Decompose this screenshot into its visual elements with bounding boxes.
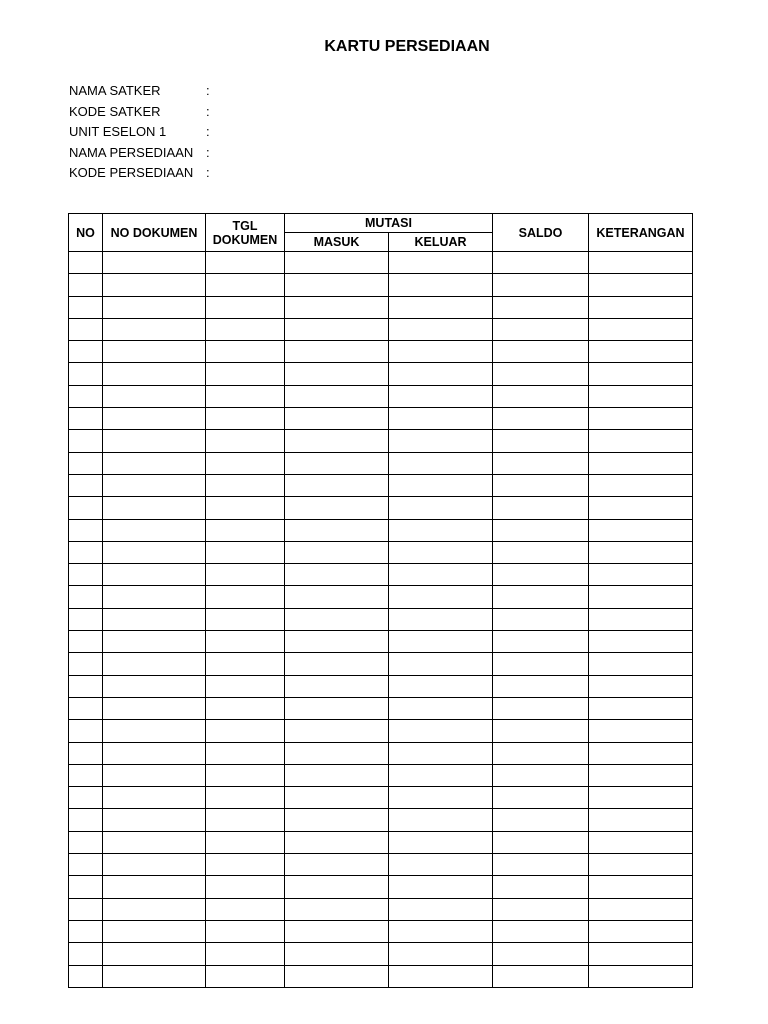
cell-no bbox=[69, 854, 103, 876]
cell-masuk bbox=[285, 720, 389, 742]
table-row bbox=[69, 764, 693, 786]
cell-no bbox=[69, 474, 103, 496]
cell-no bbox=[69, 920, 103, 942]
table-row bbox=[69, 787, 693, 809]
cell-tgl-dokumen bbox=[206, 965, 285, 987]
cell-saldo bbox=[493, 742, 589, 764]
cell-no-dokumen bbox=[103, 252, 206, 274]
cell-masuk bbox=[285, 296, 389, 318]
cell-masuk bbox=[285, 965, 389, 987]
cell-no-dokumen bbox=[103, 564, 206, 586]
table-row bbox=[69, 430, 693, 452]
cell-keluar bbox=[389, 787, 493, 809]
cell-tgl-dokumen bbox=[206, 742, 285, 764]
cell-keluar bbox=[389, 831, 493, 853]
cell-no-dokumen bbox=[103, 385, 206, 407]
cell-saldo bbox=[493, 943, 589, 965]
cell-no bbox=[69, 318, 103, 340]
cell-tgl-dokumen bbox=[206, 497, 285, 519]
cell-no bbox=[69, 653, 103, 675]
cell-saldo bbox=[493, 430, 589, 452]
cell-saldo bbox=[493, 296, 589, 318]
header-tgl-line1: TGL bbox=[232, 218, 258, 233]
cell-masuk bbox=[285, 252, 389, 274]
cell-keterangan bbox=[589, 697, 693, 719]
cell-keluar bbox=[389, 608, 493, 630]
cell-keluar bbox=[389, 430, 493, 452]
cell-saldo bbox=[493, 920, 589, 942]
cell-keluar bbox=[389, 965, 493, 987]
cell-tgl-dokumen bbox=[206, 363, 285, 385]
field-colon: : bbox=[206, 83, 210, 98]
cell-masuk bbox=[285, 920, 389, 942]
cell-no bbox=[69, 764, 103, 786]
cell-no bbox=[69, 965, 103, 987]
cell-no-dokumen bbox=[103, 363, 206, 385]
cell-keterangan bbox=[589, 541, 693, 563]
table-row bbox=[69, 474, 693, 496]
cell-masuk bbox=[285, 809, 389, 831]
cell-saldo bbox=[493, 675, 589, 697]
cell-masuk bbox=[285, 675, 389, 697]
cell-saldo bbox=[493, 809, 589, 831]
cell-tgl-dokumen bbox=[206, 697, 285, 719]
cell-keluar bbox=[389, 876, 493, 898]
cell-keluar bbox=[389, 363, 493, 385]
cell-no bbox=[69, 430, 103, 452]
cell-masuk bbox=[285, 474, 389, 496]
cell-tgl-dokumen bbox=[206, 252, 285, 274]
cell-tgl-dokumen bbox=[206, 720, 285, 742]
cell-keterangan bbox=[589, 787, 693, 809]
cell-keluar bbox=[389, 675, 493, 697]
cell-keterangan bbox=[589, 965, 693, 987]
cell-masuk bbox=[285, 742, 389, 764]
cell-no-dokumen bbox=[103, 274, 206, 296]
cell-keluar bbox=[389, 541, 493, 563]
cell-keterangan bbox=[589, 608, 693, 630]
cell-keterangan bbox=[589, 742, 693, 764]
cell-masuk bbox=[285, 697, 389, 719]
cell-tgl-dokumen bbox=[206, 943, 285, 965]
field-label: NAMA PERSEDIAAN bbox=[69, 144, 194, 160]
cell-no-dokumen bbox=[103, 586, 206, 608]
cell-no bbox=[69, 809, 103, 831]
cell-no bbox=[69, 452, 103, 474]
cell-tgl-dokumen bbox=[206, 341, 285, 363]
cell-masuk bbox=[285, 586, 389, 608]
cell-no bbox=[69, 631, 103, 653]
cell-no bbox=[69, 742, 103, 764]
cell-keluar bbox=[389, 296, 493, 318]
cell-saldo bbox=[493, 541, 589, 563]
cell-tgl-dokumen bbox=[206, 318, 285, 340]
table-row bbox=[69, 809, 693, 831]
cell-keterangan bbox=[589, 898, 693, 920]
cell-no bbox=[69, 363, 103, 385]
cell-keterangan bbox=[589, 341, 693, 363]
cell-keterangan bbox=[589, 564, 693, 586]
cell-keluar bbox=[389, 697, 493, 719]
cell-keterangan bbox=[589, 653, 693, 675]
cell-keluar bbox=[389, 742, 493, 764]
cell-saldo bbox=[493, 564, 589, 586]
cell-no bbox=[69, 831, 103, 853]
header-mutasi: MUTASI bbox=[285, 214, 493, 233]
cell-masuk bbox=[285, 854, 389, 876]
cell-keterangan bbox=[589, 519, 693, 541]
cell-keluar bbox=[389, 497, 493, 519]
cell-keterangan bbox=[589, 764, 693, 786]
cell-tgl-dokumen bbox=[206, 854, 285, 876]
cell-no bbox=[69, 608, 103, 630]
cell-no bbox=[69, 876, 103, 898]
cell-keluar bbox=[389, 274, 493, 296]
cell-keluar bbox=[389, 809, 493, 831]
cell-tgl-dokumen bbox=[206, 898, 285, 920]
cell-saldo bbox=[493, 408, 589, 430]
cell-keluar bbox=[389, 341, 493, 363]
cell-masuk bbox=[285, 898, 389, 920]
cell-masuk bbox=[285, 564, 389, 586]
cell-keterangan bbox=[589, 296, 693, 318]
cell-tgl-dokumen bbox=[206, 653, 285, 675]
cell-no-dokumen bbox=[103, 497, 206, 519]
cell-tgl-dokumen bbox=[206, 296, 285, 318]
cell-masuk bbox=[285, 764, 389, 786]
table-row bbox=[69, 608, 693, 630]
cell-no-dokumen bbox=[103, 474, 206, 496]
cell-tgl-dokumen bbox=[206, 876, 285, 898]
table-row bbox=[69, 274, 693, 296]
cell-keluar bbox=[389, 854, 493, 876]
cell-keluar bbox=[389, 586, 493, 608]
cell-tgl-dokumen bbox=[206, 920, 285, 942]
cell-keluar bbox=[389, 920, 493, 942]
cell-keterangan bbox=[589, 631, 693, 653]
table-row bbox=[69, 586, 693, 608]
cell-no bbox=[69, 519, 103, 541]
header-no-dokumen: NO DOKUMEN bbox=[103, 214, 206, 252]
cell-saldo bbox=[493, 519, 589, 541]
cell-masuk bbox=[285, 318, 389, 340]
field-colon: : bbox=[206, 103, 210, 119]
cell-saldo bbox=[493, 385, 589, 407]
cell-tgl-dokumen bbox=[206, 787, 285, 809]
cell-no-dokumen bbox=[103, 519, 206, 541]
table-row bbox=[69, 497, 693, 519]
cell-tgl-dokumen bbox=[206, 274, 285, 296]
cell-tgl-dokumen bbox=[206, 541, 285, 563]
cell-no-dokumen bbox=[103, 742, 206, 764]
cell-keterangan bbox=[589, 920, 693, 942]
cell-tgl-dokumen bbox=[206, 675, 285, 697]
cell-keterangan bbox=[589, 408, 693, 430]
cell-no bbox=[69, 385, 103, 407]
cell-keluar bbox=[389, 452, 493, 474]
cell-no bbox=[69, 564, 103, 586]
cell-tgl-dokumen bbox=[206, 608, 285, 630]
cell-keluar bbox=[389, 564, 493, 586]
cell-no-dokumen bbox=[103, 541, 206, 563]
cell-masuk bbox=[285, 876, 389, 898]
cell-masuk bbox=[285, 631, 389, 653]
cell-saldo bbox=[493, 697, 589, 719]
cell-no-dokumen bbox=[103, 452, 206, 474]
cell-no-dokumen bbox=[103, 809, 206, 831]
table-row bbox=[69, 943, 693, 965]
table-row bbox=[69, 564, 693, 586]
cell-keluar bbox=[389, 764, 493, 786]
cell-keluar bbox=[389, 720, 493, 742]
field-label: UNIT ESELON 1 bbox=[69, 124, 167, 140]
header-tgl-dokumen bbox=[206, 214, 285, 252]
cell-saldo bbox=[493, 831, 589, 853]
table-row bbox=[69, 854, 693, 876]
header-tgl-line2: DOKUMEN bbox=[212, 232, 278, 247]
table-row bbox=[69, 252, 693, 274]
table-row bbox=[69, 675, 693, 697]
field-label: NAMA SATKER bbox=[69, 83, 161, 98]
cell-no-dokumen bbox=[103, 675, 206, 697]
cell-no-dokumen bbox=[103, 341, 206, 363]
cell-no bbox=[69, 586, 103, 608]
cell-tgl-dokumen bbox=[206, 564, 285, 586]
cell-keluar bbox=[389, 385, 493, 407]
cell-no-dokumen bbox=[103, 697, 206, 719]
cell-no-dokumen bbox=[103, 720, 206, 742]
table-row bbox=[69, 363, 693, 385]
cell-tgl-dokumen bbox=[206, 474, 285, 496]
cell-no-dokumen bbox=[103, 876, 206, 898]
cell-no-dokumen bbox=[103, 831, 206, 853]
cell-keterangan bbox=[589, 586, 693, 608]
cell-no-dokumen bbox=[103, 764, 206, 786]
table-row bbox=[69, 920, 693, 942]
cell-no bbox=[69, 720, 103, 742]
field-colon: : bbox=[206, 124, 210, 140]
cell-saldo bbox=[493, 341, 589, 363]
header-masuk: MASUK bbox=[285, 233, 389, 252]
field-colon: : bbox=[206, 144, 210, 160]
cell-no-dokumen bbox=[103, 608, 206, 630]
cell-tgl-dokumen bbox=[206, 385, 285, 407]
table-body bbox=[69, 252, 693, 988]
cell-masuk bbox=[285, 408, 389, 430]
cell-keluar bbox=[389, 631, 493, 653]
cell-saldo bbox=[493, 608, 589, 630]
cell-no bbox=[69, 296, 103, 318]
cell-keterangan bbox=[589, 274, 693, 296]
cell-saldo bbox=[493, 363, 589, 385]
cell-masuk bbox=[285, 787, 389, 809]
cell-masuk bbox=[285, 519, 389, 541]
cell-masuk bbox=[285, 341, 389, 363]
cell-saldo bbox=[493, 764, 589, 786]
cell-masuk bbox=[285, 430, 389, 452]
cell-tgl-dokumen bbox=[206, 430, 285, 452]
cell-tgl-dokumen bbox=[206, 809, 285, 831]
cell-saldo bbox=[493, 898, 589, 920]
cell-no bbox=[69, 408, 103, 430]
cell-tgl-dokumen bbox=[206, 452, 285, 474]
cell-keterangan bbox=[589, 318, 693, 340]
table-row bbox=[69, 720, 693, 742]
cell-saldo bbox=[493, 631, 589, 653]
cell-saldo bbox=[493, 965, 589, 987]
cell-saldo bbox=[493, 452, 589, 474]
cell-saldo bbox=[493, 474, 589, 496]
cell-keluar bbox=[389, 519, 493, 541]
cell-keterangan bbox=[589, 497, 693, 519]
cell-no bbox=[69, 497, 103, 519]
cell-masuk bbox=[285, 541, 389, 563]
cell-no-dokumen bbox=[103, 408, 206, 430]
header-no: NO bbox=[69, 214, 103, 252]
cell-saldo bbox=[493, 252, 589, 274]
cell-masuk bbox=[285, 274, 389, 296]
cell-keterangan bbox=[589, 385, 693, 407]
cell-no-dokumen bbox=[103, 318, 206, 340]
inventory-card-table bbox=[68, 213, 693, 988]
cell-no bbox=[69, 341, 103, 363]
cell-keterangan bbox=[589, 876, 693, 898]
document-title: KARTU PERSEDIAAN bbox=[324, 38, 490, 55]
cell-masuk bbox=[285, 363, 389, 385]
cell-keluar bbox=[389, 943, 493, 965]
cell-saldo bbox=[493, 318, 589, 340]
cell-tgl-dokumen bbox=[206, 586, 285, 608]
cell-saldo bbox=[493, 876, 589, 898]
cell-tgl-dokumen bbox=[206, 519, 285, 541]
cell-no bbox=[69, 697, 103, 719]
field-colon: : bbox=[206, 165, 210, 181]
table-row bbox=[69, 341, 693, 363]
cell-masuk bbox=[285, 608, 389, 630]
cell-no bbox=[69, 943, 103, 965]
cell-no-dokumen bbox=[103, 920, 206, 942]
cell-keluar bbox=[389, 898, 493, 920]
table-row bbox=[69, 742, 693, 764]
header-saldo: SALDO bbox=[493, 214, 589, 252]
cell-keluar bbox=[389, 474, 493, 496]
cell-keterangan bbox=[589, 363, 693, 385]
table-row bbox=[69, 876, 693, 898]
header-keterangan: KETERANGAN bbox=[589, 214, 693, 252]
cell-keterangan bbox=[589, 252, 693, 274]
cell-masuk bbox=[285, 385, 389, 407]
cell-tgl-dokumen bbox=[206, 408, 285, 430]
cell-no-dokumen bbox=[103, 430, 206, 452]
cell-no-dokumen bbox=[103, 898, 206, 920]
cell-saldo bbox=[493, 787, 589, 809]
cell-keterangan bbox=[589, 854, 693, 876]
table-row bbox=[69, 898, 693, 920]
cell-saldo bbox=[493, 274, 589, 296]
table-row bbox=[69, 653, 693, 675]
cell-saldo bbox=[493, 720, 589, 742]
cell-saldo bbox=[493, 497, 589, 519]
cell-no bbox=[69, 675, 103, 697]
table-row bbox=[69, 408, 693, 430]
header-keluar: KELUAR bbox=[389, 233, 493, 252]
table-row bbox=[69, 385, 693, 407]
table-row bbox=[69, 452, 693, 474]
cell-tgl-dokumen bbox=[206, 831, 285, 853]
cell-no-dokumen bbox=[103, 965, 206, 987]
cell-masuk bbox=[285, 653, 389, 675]
cell-tgl-dokumen bbox=[206, 631, 285, 653]
cell-no-dokumen bbox=[103, 787, 206, 809]
cell-keterangan bbox=[589, 943, 693, 965]
cell-no bbox=[69, 252, 103, 274]
table-row bbox=[69, 831, 693, 853]
cell-masuk bbox=[285, 452, 389, 474]
cell-saldo bbox=[493, 653, 589, 675]
cell-keluar bbox=[389, 252, 493, 274]
cell-no bbox=[69, 274, 103, 296]
cell-masuk bbox=[285, 943, 389, 965]
cell-keterangan bbox=[589, 675, 693, 697]
field-label: KODE SATKER bbox=[69, 103, 161, 119]
cell-no-dokumen bbox=[103, 296, 206, 318]
cell-keterangan bbox=[589, 452, 693, 474]
cell-keterangan bbox=[589, 474, 693, 496]
cell-masuk bbox=[285, 497, 389, 519]
cell-keterangan bbox=[589, 720, 693, 742]
table-row bbox=[69, 965, 693, 987]
table-row bbox=[69, 318, 693, 340]
cell-keterangan bbox=[589, 831, 693, 853]
cell-saldo bbox=[493, 586, 589, 608]
cell-keterangan bbox=[589, 809, 693, 831]
cell-keluar bbox=[389, 318, 493, 340]
cell-saldo bbox=[493, 854, 589, 876]
cell-no-dokumen bbox=[103, 943, 206, 965]
table-row bbox=[69, 296, 693, 318]
cell-no-dokumen bbox=[103, 631, 206, 653]
cell-keluar bbox=[389, 408, 493, 430]
cell-masuk bbox=[285, 831, 389, 853]
table-row bbox=[69, 519, 693, 541]
cell-no-dokumen bbox=[103, 854, 206, 876]
cell-no bbox=[69, 787, 103, 809]
field-label: KODE PERSEDIAAN bbox=[69, 165, 194, 181]
table-row bbox=[69, 541, 693, 563]
cell-tgl-dokumen bbox=[206, 764, 285, 786]
cell-keterangan bbox=[589, 430, 693, 452]
table-row bbox=[69, 631, 693, 653]
cell-no bbox=[69, 541, 103, 563]
cell-keluar bbox=[389, 653, 493, 675]
cell-no bbox=[69, 898, 103, 920]
table-row bbox=[69, 697, 693, 719]
cell-no-dokumen bbox=[103, 653, 206, 675]
